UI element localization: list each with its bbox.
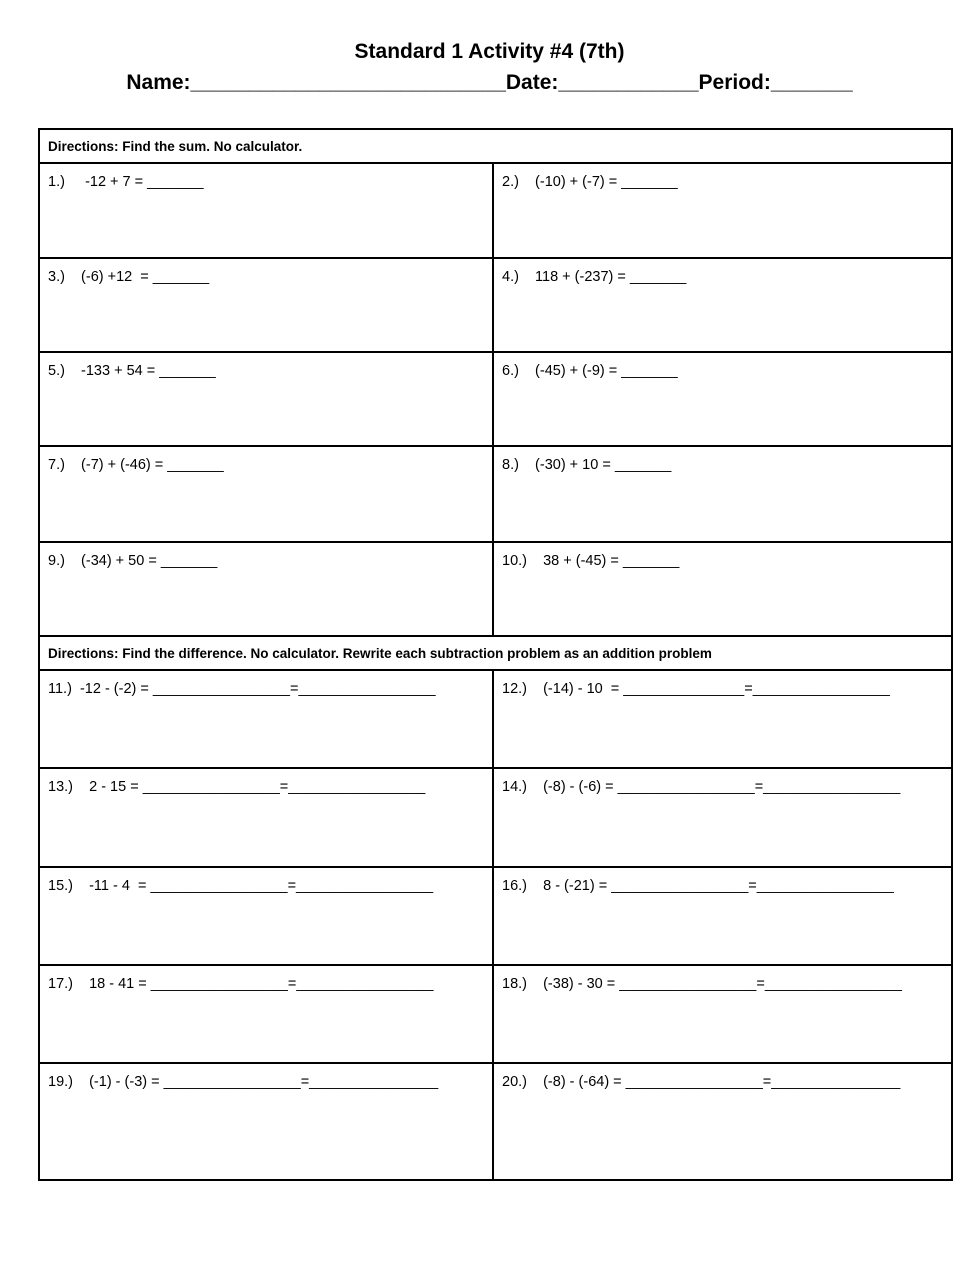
problem-18[interactable]: 18.) (-38) - 30 = _________________=_________________ [493, 965, 952, 1063]
worksheet-table [38, 128, 953, 1181]
problem-8[interactable]: 8.) (-30) + 10 = _______ [493, 446, 952, 542]
problem-20[interactable]: 20.) (-8) - (-64) = _________________=________________ [493, 1063, 952, 1180]
directions-difference: Directions: Find the difference. No calculator. Rewrite each subtraction problem as an addition problem [39, 636, 952, 670]
problem-16[interactable]: 16.) 8 - (-21) = _________________=_________________ [493, 867, 952, 965]
problem-3[interactable]: 3.) (-6) +12 = _______ [39, 258, 493, 352]
problem-9[interactable]: 9.) (-34) + 50 = _______ [39, 542, 493, 636]
problem-10[interactable]: 10.) 38 + (-45) = _______ [493, 542, 952, 636]
problem-11[interactable]: 11.) -12 - (-2) = _________________=_________________ [39, 670, 493, 768]
problem-6[interactable]: 6.) (-45) + (-9) = _______ [493, 352, 952, 446]
problem-1[interactable]: 1.) -12 + 7 = _______ [39, 163, 493, 258]
problem-17[interactable]: 17.) 18 - 41 = _________________=_________________ [39, 965, 493, 1063]
problem-19[interactable]: 19.) (-1) - (-3) = _________________=________________ [39, 1063, 493, 1180]
name-date-period-line: Name:___________________________Date:____________Period:_______ [126, 71, 853, 94]
problem-4[interactable]: 4.) 118 + (-237) = _______ [493, 258, 952, 352]
problem-14[interactable]: 14.) (-8) - (-6) = _________________=_________________ [493, 768, 952, 867]
directions-sum: Directions: Find the sum. No calculator. [39, 129, 952, 163]
problem-7[interactable]: 7.) (-7) + (-46) = _______ [39, 446, 493, 542]
problem-5[interactable]: 5.) -133 + 54 = _______ [39, 352, 493, 446]
problem-13[interactable]: 13.) 2 - 15 = _________________=_________________ [39, 768, 493, 867]
page-title: Standard 1 Activity #4 (7th) [354, 40, 625, 63]
problem-15[interactable]: 15.) -11 - 4 = _________________=_________________ [39, 867, 493, 965]
problem-2[interactable]: 2.) (-10) + (-7) = _______ [493, 163, 952, 258]
problem-12[interactable]: 12.) (-14) - 10 = _______________=_________________ [493, 670, 952, 768]
